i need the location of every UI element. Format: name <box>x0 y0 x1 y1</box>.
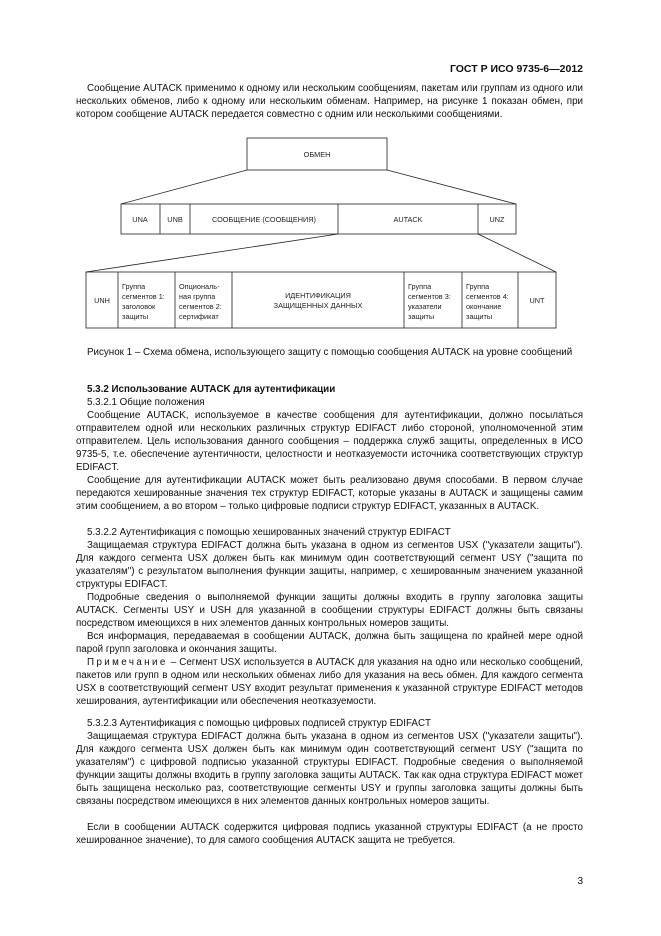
exchange-label: ОБМЕН <box>303 150 331 159</box>
svg-text:Опциональ-: Опциональ- <box>179 282 220 291</box>
subsection-1-title: 5.3.2.1 Общие положения <box>87 397 205 408</box>
svg-text:сертификат: сертификат <box>179 312 219 321</box>
page-number: 3 <box>577 876 583 887</box>
svg-text:Группа: Группа <box>122 282 146 291</box>
note-text: – Сегмент USX используется в AUTACK для указания на одно или несколько сообщений, пакетов или групп в одном или нескольких обменах либо для указания на весь обмен. Для каждого сегмента USX в соответствующий сегмент USY входит результат применения к указанной структуре EDIFACT методов хеширования, аутентификации или обеспечения неотказуемости. <box>76 657 583 707</box>
svg-text:ная группа: ная группа <box>179 292 216 301</box>
subsection-2-title: 5.3.2.2 Аутентификация с помощью хешированных значений структур EDIFACT <box>87 527 451 538</box>
segment-group-3 <box>408 282 451 321</box>
autack-label: AUTACK <box>393 215 423 224</box>
una-label: UNA <box>132 215 148 224</box>
section-title: 5.3.2 Использование AUTACK для аутентификации <box>87 384 336 395</box>
svg-text:сегментов 2:: сегментов 2: <box>179 302 222 311</box>
subsection-2-paragraph-2: Подробные сведения о выполняемой функции защиты должны входить в группу заголовка защиты AUTACK. Сегменты USY и USH для указанной в сообщении структуры EDIFACT должны быть связаны посредством имеющихся в них элементов данных контрольных номеров защиты. <box>76 592 583 629</box>
messages-label: СООБЩЕНИЕ (СООБЩЕНИЯ) <box>212 215 316 224</box>
svg-text:указатели: указатели <box>408 302 442 311</box>
svg-text:сегментов 3:: сегментов 3: <box>408 292 451 301</box>
figure-caption: Рисунок 1 – Схема обмена, использующего защиту с помощью сообщения AUTACK на уровне сообщений <box>87 347 573 358</box>
note-paragraph <box>76 656 583 708</box>
segment-group-2 <box>179 282 222 321</box>
document-code: ГОСТ Р ИСО 9735-6—2012 <box>449 63 583 75</box>
subsection-1-paragraph-2: Сообщение для аутентификации AUTACK может быть реализовано двумя способами. В первом случае передаются хешированные значения тех структур EDIFACT, которые указаны в AUTACK и защищены самим этим сообщением, а во втором – только цифровые подписи структур EDIFACT, указанных в AUTACK. <box>76 475 583 512</box>
svg-text:Группа: Группа <box>408 282 432 291</box>
subsection-2-paragraph-1: Защищаемая структура EDIFACT должна быть указана в одном из сегментов USX ("указатели защиты"). Для каждого сегмента USX должен быть как минимум один соответствующий сегмент USY ("защита по указателям") с результатом выполнения функции защиты, например, с хешированным значением указанной структуры EDIFACT. <box>76 540 583 590</box>
unb-label: UNB <box>167 215 183 224</box>
svg-text:сегментов 1:: сегментов 1: <box>122 292 165 301</box>
svg-text:ИДЕНТИФИКАЦИЯ: ИДЕНТИФИКАЦИЯ <box>285 291 351 300</box>
subsection-2-paragraph-3: Вся информация, передаваемая в сообщении AUTACK, должна быть защищена по крайней мере одной парой групп заголовка и окончания защиты. <box>76 631 583 655</box>
unt-label: UNT <box>529 296 545 305</box>
svg-text:сегментов 4:: сегментов 4: <box>466 292 509 301</box>
subsection-3-paragraph-2: Если в сообщении AUTACK содержится цифровая подпись указанной структуры EDIFACT (а не просто хешированное значение), то для самого сообщения AUTACK защита не требуется. <box>76 822 583 846</box>
note-label: Примечание <box>87 657 168 668</box>
identification-block <box>274 291 363 310</box>
subsection-3-title: 5.3.2.3 Аутентификация с помощью цифровых подписей структур EDIFACT <box>87 718 432 729</box>
segment-group-1 <box>122 282 165 321</box>
subsection-3-paragraph-1: Защищаемая структура EDIFACT должна быть указана в одном из сегментов USX ("указатели защиты"). Для каждого сегмента USX должен быть как минимум один соответствующий сегмент USY ("защита по указателям") с цифровой подписью указанной структуры EDIFACT. Подробные сведения о выполняемой функции защиты должны входить в группу заголовка защиты AUTACK. Так как одна структура EDIFACT может быть защищена несколько раз, соответствующие сегменты USY и группы заголовка защиты должны быть связаны посредством имеющихся в них элементов данных контрольных номеров защиты. <box>76 731 583 807</box>
svg-text:защиты: защиты <box>122 312 149 321</box>
svg-text:защиты: защиты <box>466 312 493 321</box>
svg-text:защиты: защиты <box>408 312 435 321</box>
segment-group-4 <box>466 282 509 321</box>
svg-text:Группа: Группа <box>466 282 490 291</box>
subsection-1-paragraph-1: Сообщение AUTACK, используемое в качестве сообщения для аутентификации, должно посылаться отправителем одной или нескольких различных структур EDIFACT либо стороной, уполномоченной этим отправителем. Цель использования данного сообщения – поддержка служб защиты, определенных в ИСО 9735-5, т.е. обеспечение аутентичности, целостности и неотказуемости источника соответствующих структур EDIFACT. <box>76 410 583 473</box>
intro-paragraph: Сообщение AUTACK применимо к одному или нескольким сообщениям, пакетам или группам из одного или нескольких обменов, либо к одному или нескольким обменам. Например, на рисунке 1 показан обмен, при котором сообщение AUTACK передается совместно с одним или несколькими сообщениями. <box>76 83 583 120</box>
unh-label: UNH <box>94 296 110 305</box>
svg-text:ЗАЩИЩЕННЫХ ДАННЫХ: ЗАЩИЩЕННЫХ ДАННЫХ <box>273 301 363 310</box>
exchange-diagram <box>0 0 661 360</box>
unz-label: UNZ <box>489 215 505 224</box>
svg-text:заголовок: заголовок <box>122 302 156 311</box>
svg-text:окончание: окончание <box>466 302 502 311</box>
